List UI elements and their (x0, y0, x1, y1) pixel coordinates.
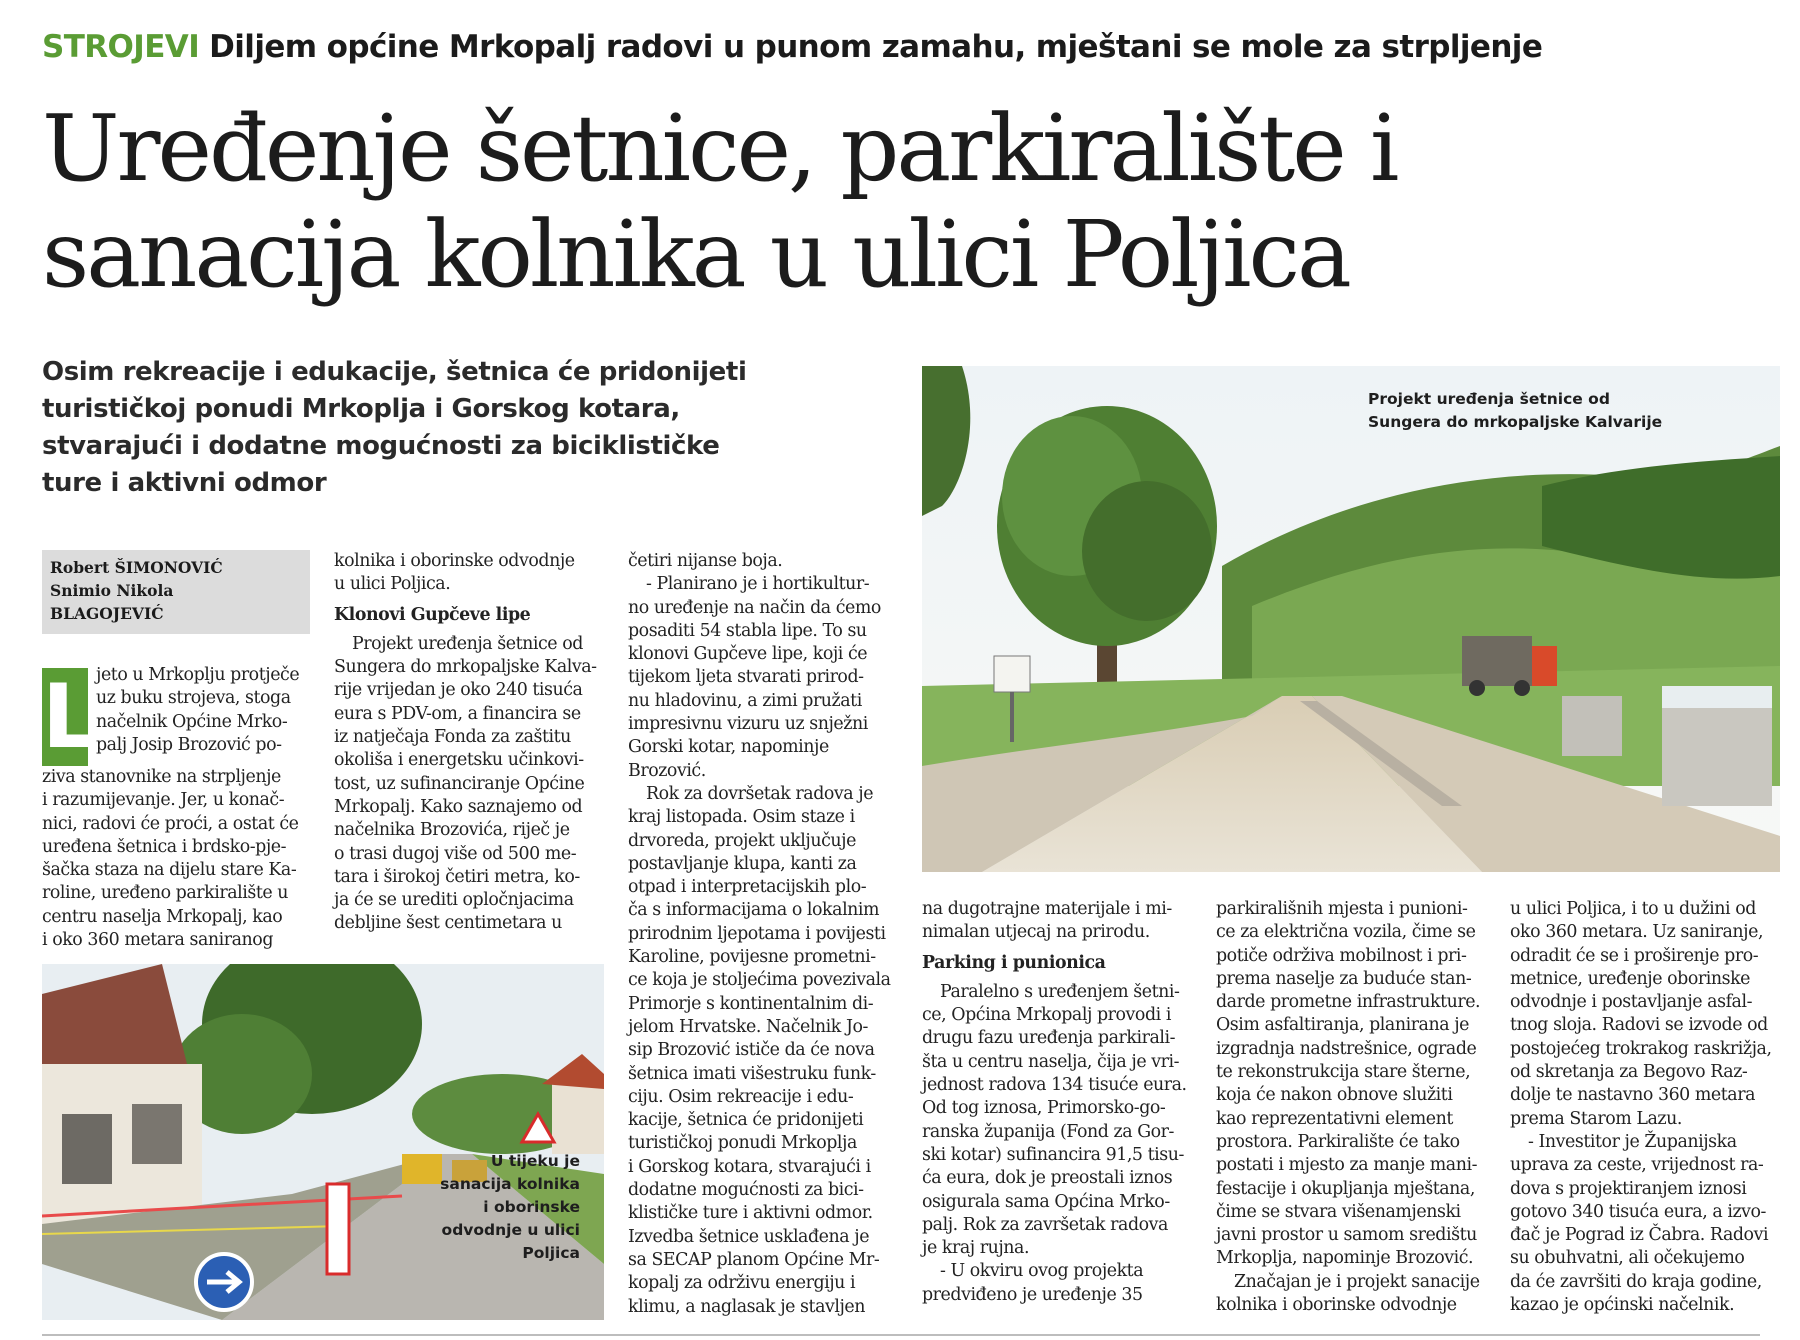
text-line: Osim asfaltiranja, planirana je (1216, 1015, 1470, 1036)
photo-caption-bottom (420, 1150, 580, 1265)
text-line: eura s PDV-om, a financira se (334, 703, 581, 724)
dropcap-block (42, 664, 310, 766)
text-line: jeto u Mrkoplju protječe (96, 665, 300, 685)
text-line: koja će nakon obnove služiti (1216, 1085, 1453, 1106)
article-column-1 (42, 664, 310, 952)
text-line: đač je Pograd iz Čabra. Radovi (1510, 1225, 1769, 1246)
photo-caption-top (1368, 388, 1662, 434)
text-line: impresivnu vizuru uz snježni (628, 714, 868, 735)
text-line: prirodnim ljepotama i povijesti (628, 923, 886, 944)
text-line: tara i širokoj četiri metra, ko- (334, 866, 580, 887)
lead-line: Osim rekreacije i edukacije, šetnica će pridonijeti (42, 357, 747, 387)
text-line: jelom Hrvatske. Načelnik Jo- (628, 1016, 868, 1037)
caption-line: odvodnje u ulici (441, 1221, 580, 1239)
text-line: javni prostor u samom središtu (1216, 1225, 1477, 1246)
subheading-parking: Parking i punionica (922, 952, 1106, 973)
landscape-illustration (922, 366, 1780, 872)
text-line: nimalan utjecaj na prirodu. (922, 922, 1150, 943)
text-line: tnog sloja. Radovi se izvode od (1510, 1015, 1768, 1036)
text-line: te rekonstrukcija stare šterne, (1216, 1062, 1471, 1083)
text-line: šetnica imati višestruku funk- (628, 1063, 876, 1084)
text-line: da će završiti do kraja godine, (1510, 1271, 1762, 1292)
text-line: otpad i interpretacijskih plo- (628, 877, 867, 898)
text-line: kolnika i oborinske odvodnje (334, 551, 575, 571)
article-column-3 (628, 550, 900, 1319)
text-line: nu hladovinu, a zimi pružati (628, 690, 862, 711)
text-line: Primorje s kontinentalnim di- (628, 993, 874, 1014)
bottom-rule (42, 1334, 1760, 1336)
text-line: metnice, uređenje oborinske (1510, 968, 1751, 989)
text-line: postavljanje klupa, kanti za (628, 853, 857, 874)
lead-line: turističkoj ponudi Mrkoplja i Gorskog kotara, (42, 394, 680, 424)
text-line: od skretanja za Begovo Raz- (1510, 1062, 1748, 1083)
text-line: klonovi Gupčeve lipe, koji će (628, 644, 868, 665)
text-line: ce koja je stoljećima povezivala (628, 970, 891, 991)
kicker (42, 22, 1762, 72)
caption-line: Sungera do mrkopaljske Kalvarije (1368, 413, 1663, 431)
text-line: je kraj rujna. (922, 1238, 1030, 1259)
text-line: centru naselja Mrkopalj, kao (42, 906, 283, 927)
text-line: nici, radovi će proći, a ostat će (42, 813, 299, 834)
text-line: ziva stanovnike na strpljenje (42, 767, 281, 787)
text-line: Projekt uređenja šetnice od (352, 633, 583, 654)
text-line: palj Josip Brozović po- (96, 734, 282, 755)
text-line: načelnik Općine Mrko- (96, 711, 288, 732)
text-line: dova s projektiranjem iznosi (1510, 1178, 1747, 1199)
subheading-klonovi: Klonovi Gupčeve lipe (334, 604, 531, 625)
text-line: kao reprezentativni element (1216, 1108, 1453, 1129)
article-column-5 (1216, 898, 1488, 1317)
text-line: - Planirano je i hortikultur- (646, 574, 870, 595)
text-line: dodatne mogućnosti za bici- (628, 1180, 864, 1201)
text-line: postojećeg trokrakog raskrižja, (1510, 1038, 1772, 1059)
text-line: rije vrijedan je oko 240 tisuća (334, 680, 583, 701)
text-line: i Gorskog kotara, stvarajući i (628, 1156, 871, 1177)
text-line: klimu, a naglasak je stavljen (628, 1296, 866, 1317)
byline (42, 550, 310, 634)
kicker-text: Diljem općine Mrkopalj radovi u punom zamahu, mještani se mole za strpljenje (209, 29, 1543, 65)
text-line: Karoline, povijesne prometni- (628, 947, 876, 968)
caption-line: U tijeku je (490, 1152, 580, 1170)
caption-line: sanacija kolnika (440, 1175, 580, 1193)
lead-paragraph (42, 354, 922, 502)
text-line: ća eura, dok je preostali iznos (922, 1168, 1173, 1189)
caption-line: Poljica (522, 1244, 580, 1262)
text-line: prostora. Parkiralište će tako (1216, 1131, 1460, 1152)
text-line: Značajan je i projekt sanacije (1234, 1271, 1480, 1292)
text-line: Brozović. (628, 760, 706, 781)
text-line: predviđeno je uređenje 35 (922, 1284, 1143, 1305)
text-line: klističke ture i aktivni odmor. (628, 1203, 873, 1224)
text-line: Rok za dovršetak radova je (646, 783, 874, 804)
text-line: - Investitor je Županijska (1528, 1131, 1737, 1152)
street-illustration (42, 964, 604, 1320)
text-line: načelnika Brozovića, riječ je (334, 820, 570, 841)
text-line: ranska županija (Fond za Gor- (922, 1121, 1174, 1142)
photo-road-rehabilitation (42, 964, 604, 1320)
text-line: kraj listopada. Osim staze i (628, 807, 855, 828)
text-line: o trasi dugoj više od 500 me- (334, 843, 577, 864)
text-line: tost, uz sufinanciranje Općine (334, 773, 585, 794)
article-column-2 (334, 550, 606, 936)
text-line: iz natječaja Fonda za zaštitu (334, 727, 571, 748)
text-line: ciju. Osim rekreacije i edu- (628, 1086, 854, 1107)
text-line: uređena šetnica i brdsko-pje- (42, 836, 287, 857)
text-line: parkirališnih mjesta i punioni- (1216, 899, 1468, 919)
text-line: no uređenje na način da ćemo (628, 597, 881, 618)
text-line: drugu fazu uređenja parkirali- (922, 1028, 1176, 1049)
text-line: gotovo 340 tisuća eura, a izvo- (1510, 1201, 1766, 1222)
text-line: ce za električna vozila, čime se (1216, 922, 1476, 943)
text-line: postati i mjesto za manje mani- (1216, 1155, 1478, 1176)
text-line: ce, Općina Mrkopalj provodi i (922, 1005, 1171, 1026)
text-line: sip Brozović ističe da će nova (628, 1040, 875, 1061)
text-line: festacije i okupljanja mještana, (1216, 1178, 1475, 1199)
lead-line: ture i aktivni odmor (42, 468, 327, 498)
text-line: posaditi 54 stabla lipe. To su (628, 620, 867, 641)
text-line: Paralelno s uređenjem šetni- (940, 981, 1180, 1002)
text-line: osigurala sama Općina Mrko- (922, 1191, 1170, 1212)
text-line: ča s informacijama o lokalnim (628, 900, 880, 921)
text-line: kacije, šetnica će pridonijeti (628, 1110, 864, 1131)
text-line: okoliša i energetsku učinkovi- (334, 750, 584, 771)
dropcap: L (42, 665, 98, 766)
text-line: u ulici Poljica. (334, 574, 451, 595)
text-line: oko 360 metara. Uz saniranje, (1510, 922, 1764, 943)
text-line: ja će se urediti opločnjacima (334, 890, 574, 911)
text-line: i oko 360 metara saniranog (42, 930, 274, 951)
headline-line: sanacija kolnika u ulici Poljica (42, 201, 1349, 308)
text-line: šta u centru naselja, čija je vri- (922, 1051, 1180, 1072)
text-line: sa SECAP planom Općine Mr- (628, 1249, 880, 1270)
text-line: uz buku strojeva, stoga (96, 688, 291, 709)
text-line: - U okviru ovog projekta (940, 1261, 1144, 1282)
photo-walkway-construction (922, 366, 1780, 872)
kicker-tag: STROJEVI (42, 29, 200, 65)
text-line: u ulici Poljica, i to u dužini od (1510, 899, 1756, 919)
text-line: debljine šest centimetara u (334, 913, 562, 934)
text-line: prema naselje za buduće stan- (1216, 968, 1472, 989)
text-line: turističkoj ponudi Mrkoplja (628, 1133, 857, 1154)
text-line: uprava za ceste, vrijednost ra- (1510, 1155, 1764, 1176)
text-line: četiri nijanse boja. (628, 551, 783, 571)
lead-line: stvarajući i dodatne mogućnosti za biciklističke (42, 431, 720, 461)
byline-line: BLAGOJEVIĆ (50, 604, 164, 623)
text-line: šačka staza na dijelu stare Ka- (42, 860, 297, 881)
text-line: kopalj za održivu energiju i (628, 1273, 856, 1294)
text-line: izgradnja nadstrešnice, ograde (1216, 1038, 1477, 1059)
text-line: ski kotar) sufinancira 91,5 tisu- (922, 1144, 1184, 1165)
text-line: drvoreda, projekt uključuje (628, 830, 856, 851)
text-line: Od tog iznosa, Primorsko-go- (922, 1098, 1166, 1119)
headline-line: Uređenje šetnice, parkiralište i (42, 95, 1397, 202)
text-line: Mrkopalj. Kako saznajemo od (334, 796, 583, 817)
text-line: kazao je općinski načelnik. (1510, 1295, 1735, 1316)
text-line: Sungera do mrkopaljske Kalva- (334, 657, 597, 678)
text-line: na dugotrajne materijale i mi- (922, 899, 1172, 919)
text-line: i razumijevanje. Jer, u konač- (42, 790, 285, 811)
text-line: jednost radova 134 tisuće eura. (922, 1075, 1187, 1096)
text-line: potiče održiva mobilnost i pri- (1216, 945, 1467, 966)
article-column-6 (1510, 898, 1782, 1317)
text-line: palj. Rok za završetak radova (922, 1214, 1168, 1235)
text-line: su obuhvatni, ali očekujemo (1510, 1248, 1745, 1269)
text-line: odvodnje i postavljanje asfal- (1510, 992, 1753, 1013)
caption-line: i oborinske (483, 1198, 580, 1216)
text-line: dolje te nastavno 360 metara (1510, 1085, 1755, 1106)
text-line: darde prometne infrastrukture. (1216, 992, 1481, 1013)
caption-line: Projekt uređenja šetnice od (1368, 390, 1610, 408)
text-line: Gorski kotar, napominje (628, 737, 829, 758)
byline-line: Robert ŠIMONOVIĆ (50, 558, 223, 577)
text-line: tijekom ljeta stvarati prirod- (628, 667, 864, 688)
text-line: Izvedba šetnice usklađena je (628, 1226, 870, 1247)
article-column-4 (922, 898, 1194, 1307)
headline (42, 96, 1762, 308)
text-line: kolnika i oborinske odvodnje (1216, 1295, 1457, 1316)
text-line: čime se stvara višenamjenski (1216, 1201, 1461, 1222)
text-line: Mrkoplja, napominje Brozović. (1216, 1248, 1474, 1269)
text-line: prema Starom Lazu. (1510, 1108, 1682, 1129)
text-line: roline, uređeno parkiralište u (42, 883, 289, 904)
byline-line: Snimio Nikola (50, 581, 174, 600)
text-line: odradit će se i proširenje pro- (1510, 945, 1759, 966)
